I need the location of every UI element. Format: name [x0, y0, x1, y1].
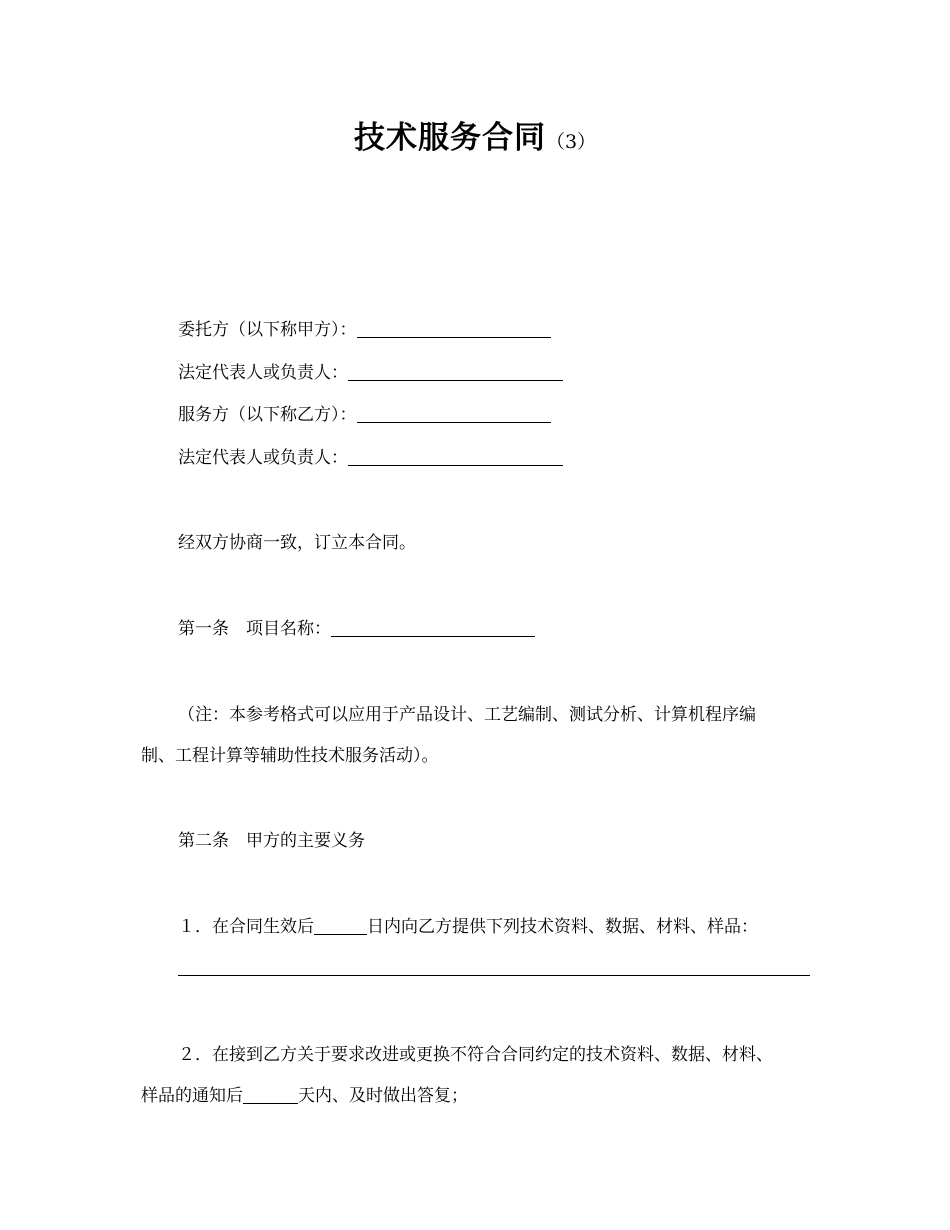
client-rep-blank[interactable]: [348, 361, 563, 381]
article1-label: 项目名称：: [246, 619, 331, 639]
provider-rep-label: 法定代表人或负责人：: [178, 448, 348, 468]
item1-suffix: 日内向乙方提供下列技术资料、数据、材料、样品：: [367, 917, 758, 937]
item2-line-2: [141, 1084, 468, 1108]
article2-heading: 甲方的主要义务: [246, 831, 365, 851]
item2-line-1: ２．在接到乙方关于要求改进或更换不符合合同约定的技术资料、数据、材料、: [178, 1045, 773, 1065]
intro-text: 经双方协商一致，订立本合同。: [178, 533, 416, 553]
article2-line: [178, 829, 365, 853]
title-suffix: （3）: [545, 131, 597, 153]
article1-number: 第一条: [178, 619, 229, 639]
client-rep-line: [178, 361, 563, 385]
project-name-blank[interactable]: [331, 617, 535, 637]
provider-line: [178, 403, 551, 427]
provider-label: 服务方（以下称乙方）：: [178, 405, 357, 425]
item2-days-blank[interactable]: [243, 1084, 298, 1104]
provider-blank[interactable]: [357, 403, 551, 423]
materials-blank-line[interactable]: [178, 975, 810, 976]
note-line-1: （注：本参考格式可以应用于产品设计、工艺编制、测试分析、计算机程序编: [178, 705, 756, 725]
item1-prefix: １．在合同生效后: [178, 917, 314, 937]
client-label: 委托方（以下称甲方）：: [178, 320, 357, 340]
title-main: 技术服务合同: [353, 120, 546, 156]
client-line: [178, 318, 551, 342]
client-rep-label: 法定代表人或负责人：: [178, 363, 348, 383]
item1-days-blank[interactable]: [314, 915, 367, 935]
document-title: [0, 112, 950, 157]
note-line-2: 制、工程计算等辅助性技术服务活动）。: [141, 746, 439, 766]
item2-prefix: 样品的通知后: [141, 1086, 243, 1106]
provider-rep-line: [178, 446, 563, 470]
article1-line: [178, 617, 535, 641]
client-blank[interactable]: [357, 318, 551, 338]
item1-line: [178, 915, 758, 939]
item2-suffix: 天内、及时做出答复；: [298, 1086, 468, 1106]
article2-number: 第二条: [178, 831, 229, 851]
provider-rep-blank[interactable]: [348, 446, 563, 466]
